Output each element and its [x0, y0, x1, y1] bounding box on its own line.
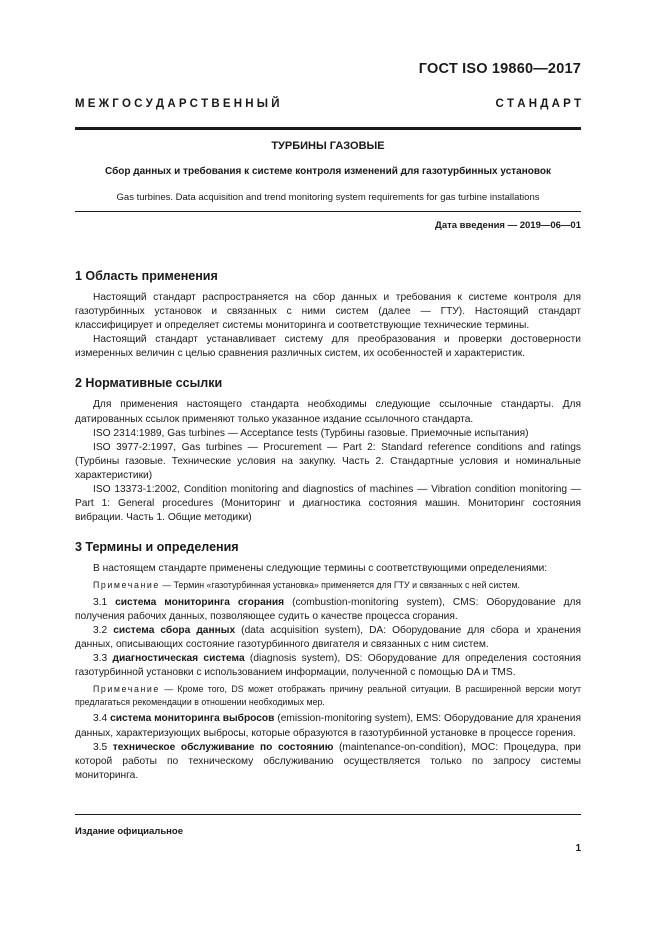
- term-name: диагностическая система: [112, 653, 245, 665]
- note: [75, 683, 581, 708]
- note-label: Примечание: [93, 684, 160, 695]
- note-label: Примечание: [93, 580, 160, 591]
- term-definition: [75, 741, 581, 783]
- section-heading: 2 Нормативные ссылки: [75, 376, 223, 391]
- term-number: 3.4: [93, 713, 111, 725]
- term-text: (data acquisition system), DA: Оборудование для сбора и хранения данных, описывающих состояние газотурбинного двигателя и связанных с ним систем.: [75, 625, 581, 651]
- document-subtitle: Сбор данных и требования к системе контроля изменений для газотурбинных установок: [105, 166, 551, 177]
- term-text: (maintenance-on-condition), MOC: Процедура, при которой работы по техническому обслуживанию осуществляется только по запросу системы мониторинга.: [75, 741, 581, 781]
- note: [75, 579, 581, 592]
- term-text: (emission-monitoring system), EMS: Оборудование для хранения данных, характеризующих выбросы, которые образуются в газотурбинной установке в процессе горения.: [75, 713, 581, 739]
- term-definition: [75, 624, 581, 652]
- section-heading: 1 Область применения: [75, 269, 218, 283]
- term-text: (combustion-monitoring system), CMS: Оборудование для получения рабочих данных, позволяющее судить о качестве процесса сгорания.: [75, 596, 582, 622]
- term-number: 3.2: [93, 625, 114, 637]
- document-title: ТУРБИНЫ ГАЗОВЫЕ: [271, 140, 385, 152]
- term-name: система мониторинга сгорания: [115, 596, 285, 608]
- title-rule: [75, 211, 581, 212]
- term-definition: [75, 596, 581, 624]
- section-heading: 3 Термины и определения: [75, 540, 239, 555]
- standard-number: ГОСТ ISO 19860—2017: [418, 61, 581, 77]
- document-body: [75, 268, 581, 797]
- note-text: — Термин «газотурбинная установка» применяется для ГТУ и связанных с ней систем.: [159, 580, 520, 591]
- term-text: (diagnosis system), DS: Оборудование для определения состояния газотурбинной установки с использованием информации, полученной с помощью DA и TMS.: [75, 653, 581, 679]
- page-number: 1: [575, 843, 581, 854]
- term-definition: [75, 712, 581, 740]
- reference-item: ISO 3977-2:1997, Gas turbines — Procurement — Part 2: Standard reference conditions and ratings (Турбины газовые. Технические условия на закупку. Часть 2. Стандартные условия и номинальные характеристики): [75, 441, 581, 481]
- section-normative-references: [75, 375, 581, 525]
- section-scope: [75, 268, 581, 361]
- interstate-standard-banner: [75, 98, 581, 110]
- term-definition: [75, 652, 581, 680]
- paragraph: Настоящий стандарт устанавливает систему для преобразования и проверки достоверности измеренных величин с целью сравнения различных систем, их особенностей и характеристик.: [75, 334, 581, 360]
- term-number: 3.1: [93, 596, 116, 608]
- term-name: система мониторинга выбросов: [110, 713, 275, 725]
- term-number: 3.5: [93, 741, 113, 753]
- paragraph: Для применения настоящего стандарта необходимы следующие ссылочные стандарты. Для датированных ссылок применяют только указанное издание ссылочного стандарта.: [75, 399, 581, 425]
- term-name: система сбора данных: [113, 625, 236, 637]
- standard-word: С Т А Н Д А Р Т: [495, 98, 581, 110]
- paragraph: В настоящем стандарте применены следующие термины с соответствующими определениями:: [93, 563, 548, 575]
- header-rule: [75, 127, 581, 130]
- interstate-word: М Е Ж Г О С У Д А Р С Т В Е Н Н Ы Й: [75, 98, 280, 110]
- introduction-date: Дата введения — 2019—06—01: [435, 220, 581, 231]
- reference-item: ISO 13373-1:2002, Condition monitoring and diagnostics of machines — Vibration condition monitoring — Part 1: General procedures (Мониторинг и диагностика состояния машин. Мониторинг состояния вибрации. Часть 1. Общие методики): [75, 484, 581, 524]
- paragraph: Настоящий стандарт распространяется на сбор данных и требования к системе контроля для газотурбинных установок и связанных с ними систем (далее — ГТУ). Настоящий стандарт классифицирует и определяет системы мониторинга и соответствующие технические термины.: [75, 292, 581, 332]
- note-text: — Кроме того, DS может отображать причину реальной ситуации. В расширенной версии могут предлагаться рекомендации в отношении необходимых мер.: [75, 684, 581, 707]
- reference-item: ISO 2314:1989, Gas turbines — Acceptance tests (Турбины газовые. Приемочные испытания): [93, 427, 529, 439]
- term-number: 3.3: [93, 653, 113, 665]
- term-name: техническое обслуживание по состоянию: [112, 741, 334, 753]
- section-terms: [75, 539, 581, 783]
- official-edition-label: Издание официальное: [75, 826, 183, 837]
- document-title-english: Gas turbines. Data acquisition and trend monitoring system requirements for gas turbine installations: [116, 192, 540, 203]
- footer-rule: [75, 814, 581, 815]
